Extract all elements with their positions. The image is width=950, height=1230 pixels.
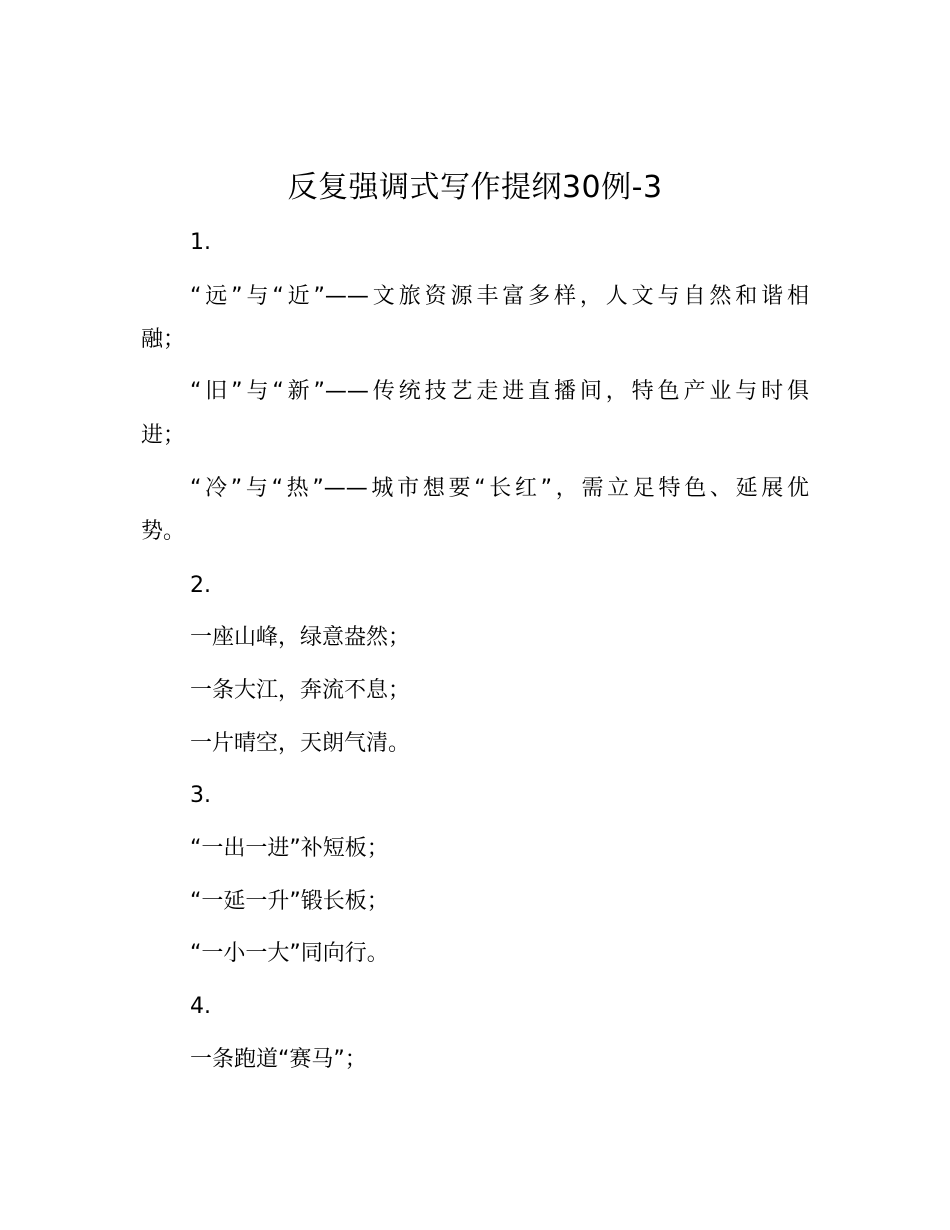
paragraph-line: “一延一升”锻长板；	[190, 889, 389, 914]
paragraph-line: 一条跑道“赛马”；	[190, 1047, 367, 1072]
paragraph-line: “旧”与“新”——传统技艺走进直播间，特色产业与时俱	[190, 379, 809, 404]
paragraph-line-continuation: 势。	[141, 519, 186, 544]
document-title: 反复强调式写作提纲30例-3	[287, 170, 663, 205]
paragraph-line: “一小一大”同向行。	[190, 941, 389, 966]
section-number-2: 2.	[190, 573, 211, 598]
paragraph-line: “一出一进”补短板；	[190, 836, 389, 861]
paragraph-line: 一片晴空，天朗气清。	[190, 731, 411, 756]
paragraph-line: 一座山峰，绿意盎然；	[190, 625, 411, 650]
section-number-1: 1.	[190, 230, 211, 255]
paragraph-line-continuation: 融；	[141, 327, 186, 352]
section-number-3: 3.	[190, 783, 211, 808]
paragraph-line: “远”与“近”——文旅资源丰富多样，人文与自然和谐相	[190, 284, 809, 309]
paragraph-line: “冷”与“热”——城市想要“长红”，需立足特色、延展优	[190, 476, 809, 501]
section-number-4: 4.	[190, 994, 211, 1019]
paragraph-line-continuation: 进；	[141, 423, 186, 448]
paragraph-line: 一条大江，奔流不息；	[190, 678, 411, 703]
